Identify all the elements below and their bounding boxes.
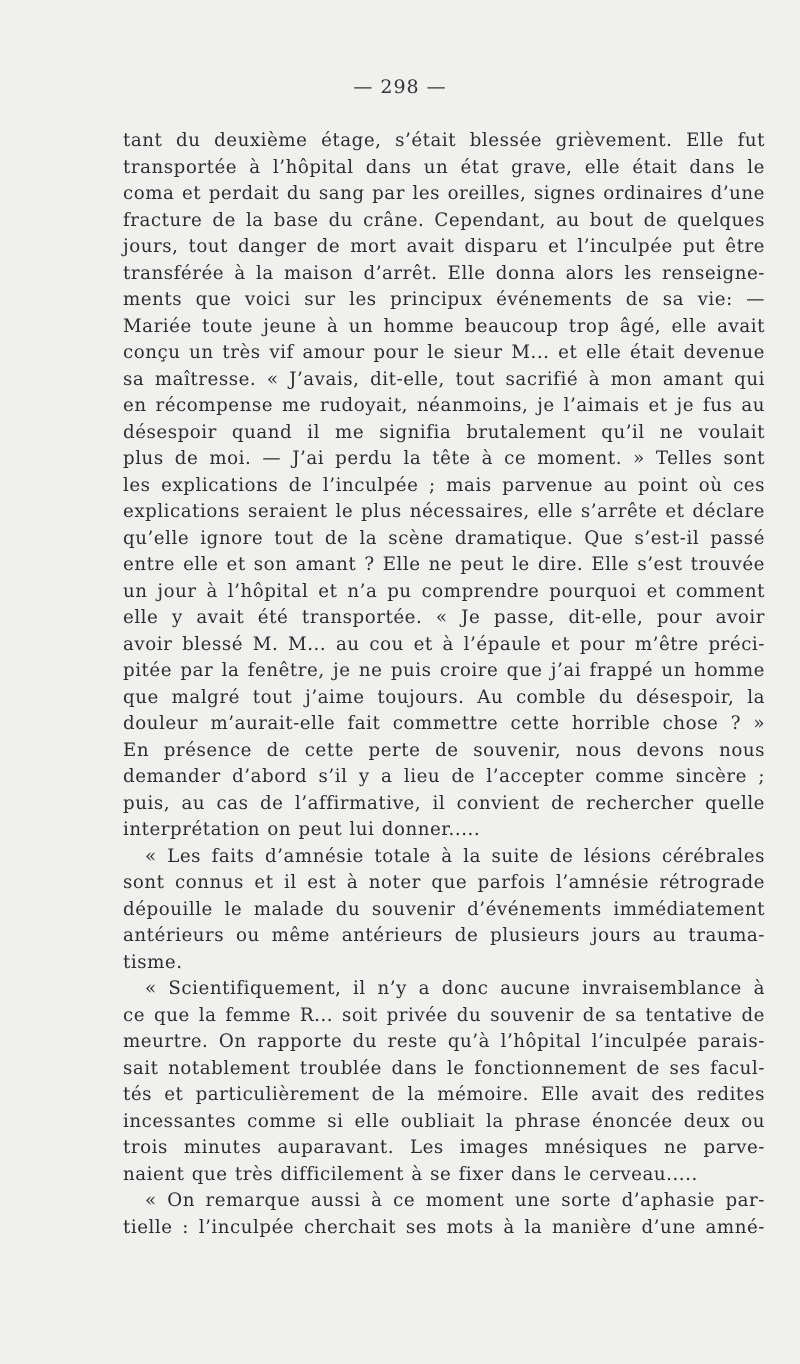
text-line: entre elle et son amant ? Elle ne peut le dire. Elle s’est trouvée [123, 554, 765, 575]
text-line: tisme. [123, 951, 183, 973]
text-line: jours, tout danger de mort avait disparu et l’inculpée put être [123, 236, 765, 257]
text-line: explications seraient le plus nécessaires, elle s’arrête et déclare [123, 501, 765, 522]
text-line: fracture de la base du crâne. Cependant, au bout de quelques [123, 209, 765, 231]
text-line: « Scientifiquement, il n’y a donc aucune invraisemblance à [145, 978, 765, 999]
text-line: sont connus et il est à noter que parfois l’amnésie rétrograde [123, 872, 765, 893]
text-line: pitée par la fenêtre, je ne puis croire que j’ai frappé un homme [123, 660, 765, 681]
text-line: transportée à l’hôpital dans un état grave, elle était dans le [123, 156, 765, 178]
text-line: que malgré tout j’aime toujours. Au comble du désespoir, la [123, 686, 765, 708]
text-line: incessantes comme si elle oubliait la phrase énoncée deux ou [123, 1110, 765, 1132]
text-line: douleur m’aurait-elle fait commettre cette horrible chose ? » [123, 713, 765, 734]
text-line: dépouille le malade du souvenir d’événements immédiatement [123, 898, 765, 920]
text-line: tés et particulièrement de la mémoire. Elle avait des redites [123, 1084, 765, 1105]
text-line: trois minutes auparavant. Les images mnésiques ne parve- [123, 1137, 765, 1158]
text-line: un jour à l’hôpital et n’a pu comprendre pourquoi et comment [123, 580, 765, 602]
text-line: ments que voici sur les principux événements de sa vie: — [123, 289, 765, 310]
text-line: coma et perdait du sang par les oreilles, signes ordinaires d’une [123, 183, 765, 204]
text-line: elle y avait été transportée. « Je passe, dit-elle, pour avoir [123, 607, 765, 628]
body-text [123, 128, 765, 1241]
text-line: demander d’abord s’il y a lieu de l’accepter comme sincère ; [123, 766, 765, 787]
text-line: désespoir quand il me signifia brutalement qu’il ne voulait [123, 421, 765, 443]
text-line: antérieurs ou même antérieurs de plusieurs jours au trauma- [123, 925, 765, 946]
text-line: en récompense me rudoyait, néanmoins, je l’aimais et je fus au [123, 395, 765, 416]
text-line: puis, au cas de l’affirmative, il convient de rechercher quelle [123, 792, 765, 814]
text-line: meurtre. On rapporte du reste qu’à l’hôpital l’inculpée parais- [123, 1031, 765, 1052]
text-line: plus de moi. — J’ai perdu la tête à ce moment. » Telles sont [123, 448, 765, 469]
text-line: sa maîtresse. « J’avais, dit-elle, tout sacrifié à mon amant qui [123, 368, 765, 390]
text-line: naient que très difficilement à se fixer dans le cerveau..... [123, 1163, 698, 1185]
text-line: les explications de l’inculpée ; mais parvenue au point où ces [123, 474, 765, 496]
text-line: tielle : l’inculpée cherchait ses mots à la manière d’une amné- [123, 1216, 765, 1238]
text-line: interprétation on peut lui donner..... [123, 819, 481, 840]
text-line: qu’elle ignore tout de la scène dramatique. Que s’est-il passé [123, 527, 765, 549]
text-line: conçu un très vif amour pour le sieur M... et elle était devenue [123, 342, 765, 363]
text-line: transférée à la maison d’arrêt. Elle donna alors les renseigne- [123, 262, 765, 284]
text-line: avoir blessé M. M... au cou et à l’épaule et pour m’être préci- [123, 633, 765, 655]
text-line: ce que la femme R... soit privée du souvenir de sa tentative de [123, 1004, 765, 1026]
page-number: — 298 — [353, 76, 447, 98]
text-line: « On remarque aussi à ce moment une sorte d’aphasie par- [145, 1190, 765, 1211]
text-line: Mariée toute jeune à un homme beaucoup trop âgé, elle avait [123, 315, 765, 337]
text-line: « Les faits d’amnésie totale à la suite de lésions cérébrales [145, 845, 765, 867]
text-line: En présence de cette perte de souvenir, nous devons nous [123, 739, 765, 761]
text-line: sait notablement troublée dans le fonctionnement de ses facul- [123, 1057, 765, 1079]
text-line: tant du deuxième étage, s’était blessée grièvement. Elle fut [123, 130, 765, 151]
